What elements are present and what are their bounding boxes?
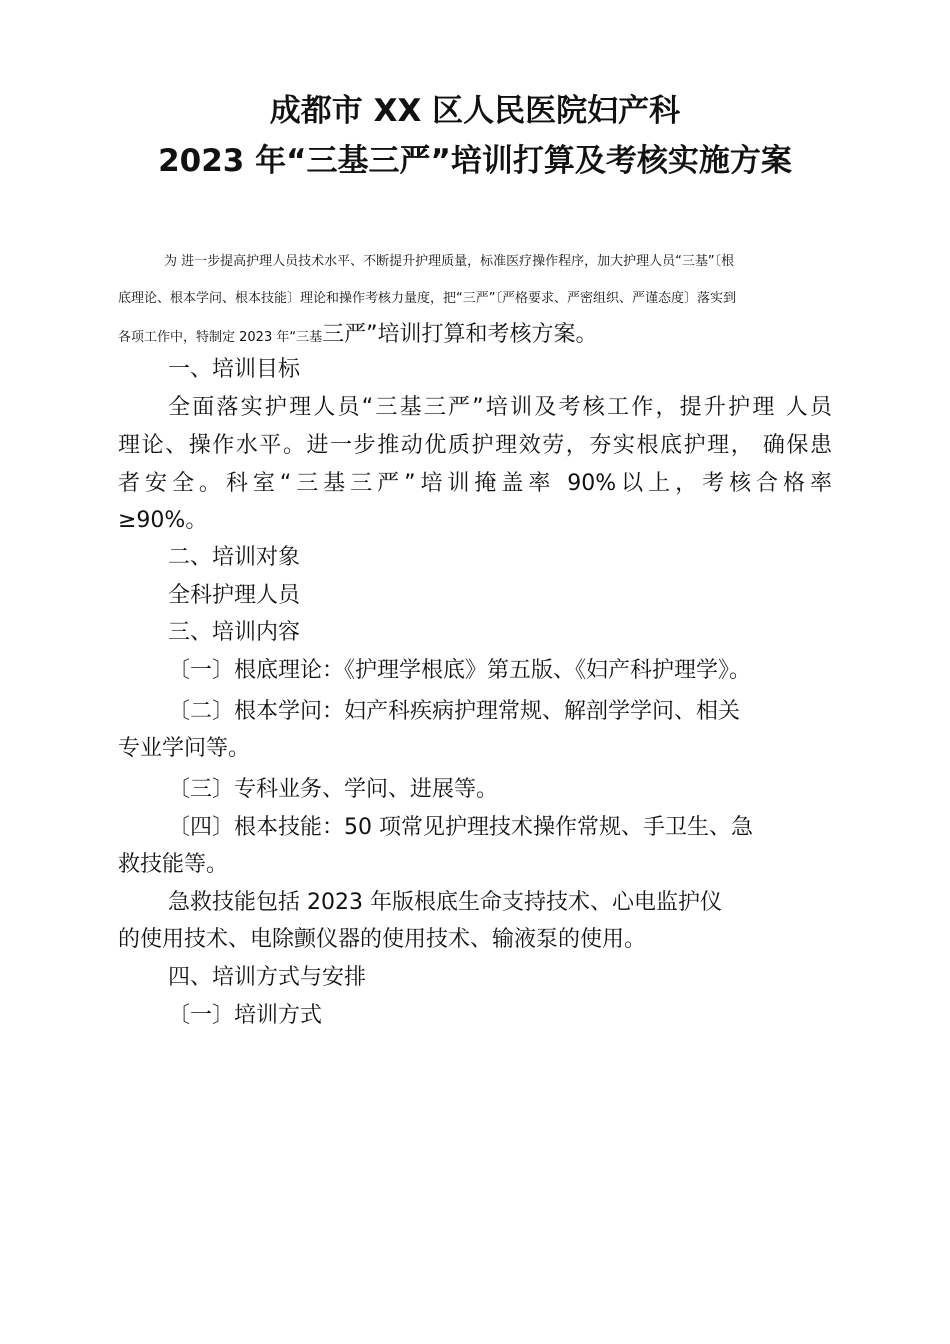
section3-item2-line1: 〔二〕根本学问：妇产科疾病护理常规、解剖学学问、相关 bbox=[168, 699, 741, 724]
section3-item4-line2: 救技能等。 bbox=[118, 852, 229, 877]
intro-line3-small: 各项工作中，特制定 2023 年“三基 bbox=[118, 330, 323, 345]
section3-extra-line1: 急救技能包括 2023 年版根底生命支持技术、心电监护仪 bbox=[168, 890, 722, 915]
intro-line1: 为 进一步提高护理人员技术水平、不断提升护理质量，标准医疗操作程序，加大护理人员“三基”〔根 bbox=[164, 254, 735, 269]
section3-heading: 三、培训内容 bbox=[168, 620, 301, 645]
intro-line3 bbox=[118, 318, 834, 354]
intro-line2: 底理论、根本学问、根本技能〕理论和操作考核力量度，把“三严”〔严格要求、严密组织、严谨态度〕落实到 bbox=[118, 291, 736, 306]
section1-line3: 者安全。科室“三基三严”培训掩盖率 90%以上，考核合格率 bbox=[118, 471, 832, 496]
section3-extra-line2: 的使用技术、电除颤仪器的使用技术、输液泵的使用。 bbox=[118, 927, 647, 952]
section1-line2: 理论、操作水平。进一步推动优质护理效劳，夯实根底护理， 确保患 bbox=[118, 433, 832, 458]
section3-item3: 〔三〕专科业务、学问、进展等。 bbox=[168, 777, 499, 802]
section1-line4: ≥90%。 bbox=[118, 508, 208, 533]
section3-item4-line1: 〔四〕根本技能：50 项常见护理技术操作常规、手卫生、急 bbox=[168, 815, 753, 840]
section3-item2-line2: 专业学问等。 bbox=[118, 736, 251, 761]
section3-item1: 〔一〕根底理论：《护理学根底》第五版、《妇产科护理学》。 bbox=[168, 658, 752, 683]
document-title-line1: 成都市 XX 区人民医院妇产科 bbox=[269, 93, 681, 129]
section2-content: 全科护理人员 bbox=[168, 583, 301, 608]
intro-line3-large: 三严”培训打算和考核方案。 bbox=[322, 322, 598, 347]
document-title-line2: 2023 年“三基三严”培训打算及考核实施方案 bbox=[158, 143, 792, 179]
section2-heading: 二、培训对象 bbox=[168, 545, 301, 570]
section4-heading: 四、培训方式与安排 bbox=[168, 965, 367, 990]
section1-line1: 全面落实护理人员“三基三严”培训及考核工作，提升护理 人员 bbox=[168, 395, 832, 420]
section4-sub1: 〔一〕培训方式 bbox=[168, 1003, 323, 1028]
section1-heading: 一、培训目标 bbox=[168, 357, 301, 382]
